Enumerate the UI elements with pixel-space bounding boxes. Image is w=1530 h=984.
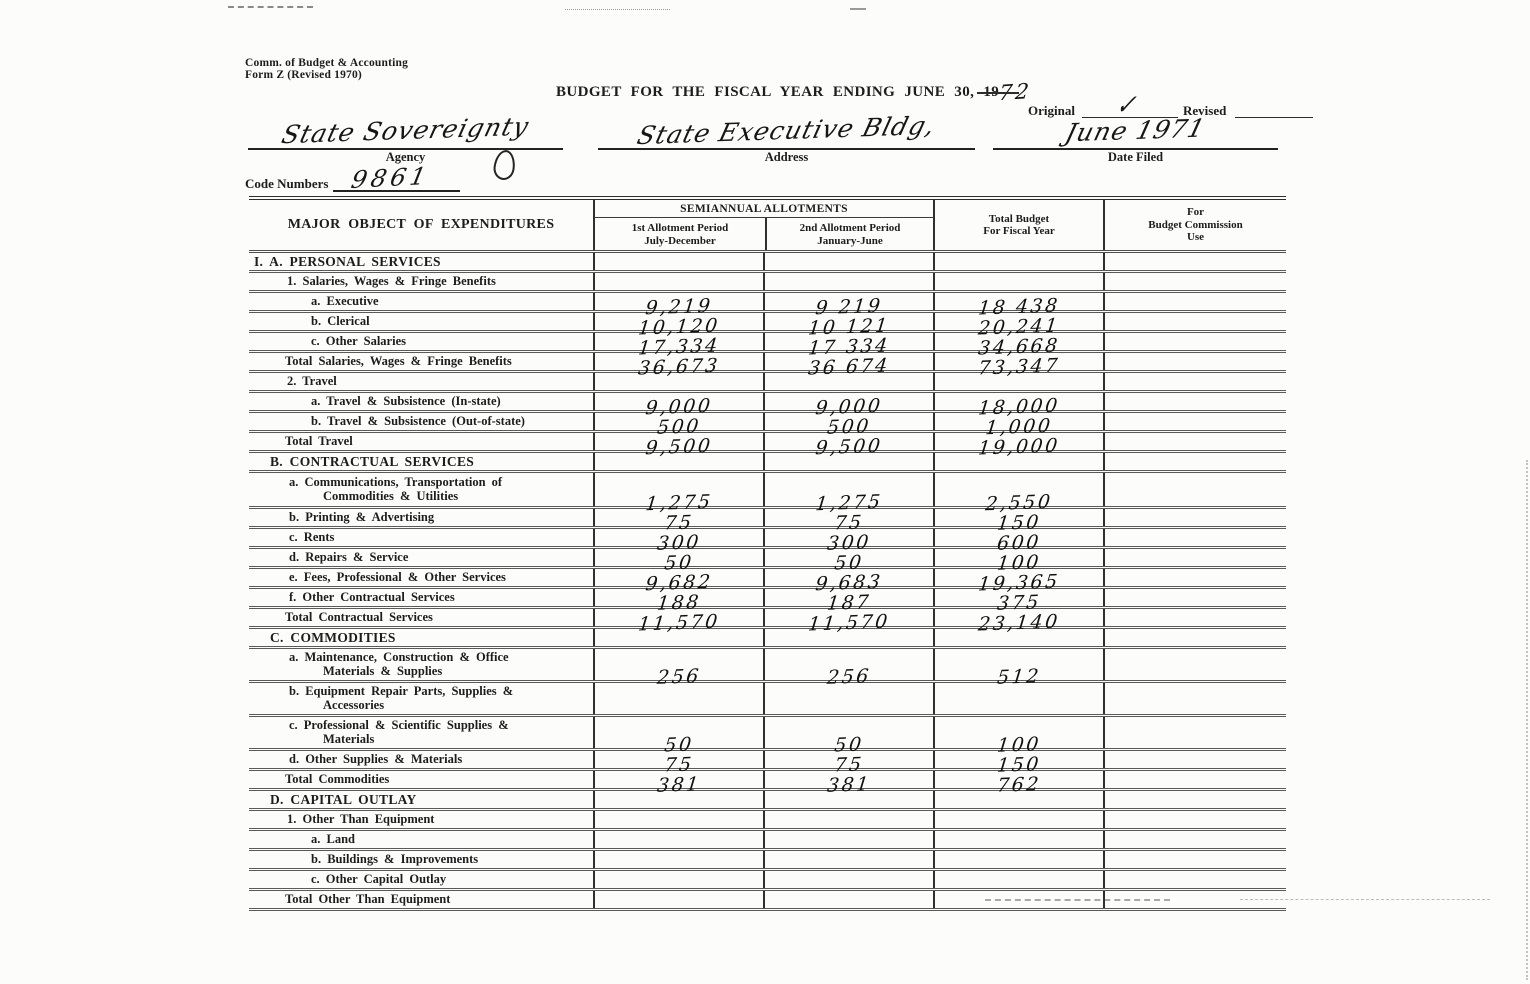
row-label: D. CAPITAL OUTLAY	[270, 791, 417, 807]
handwritten-amount: 150	[995, 511, 1043, 535]
handwritten-amount: 600	[995, 531, 1043, 555]
handwritten-amount: 2,550	[984, 490, 1054, 516]
handwritten-amount: 762	[995, 773, 1043, 797]
row-label: b. Clerical	[311, 313, 370, 328]
row-cell-c2	[763, 569, 933, 596]
form-number: Form Z (Revised 1970)	[245, 69, 362, 81]
row-cell-c2	[763, 811, 933, 828]
handwritten-amount: 23,140	[977, 610, 1061, 636]
handwritten-amount: 187	[825, 591, 873, 615]
table-row	[249, 791, 1286, 811]
table-row	[249, 373, 1286, 393]
table-row	[249, 473, 1286, 516]
row-cell-c1	[593, 609, 763, 636]
handwritten-amount: 500	[655, 415, 703, 439]
code-numbers-label: Code Numbers	[245, 176, 329, 191]
row-cell-c3	[933, 831, 1103, 848]
handwritten-amount: 34,668	[977, 334, 1061, 360]
code-numbers-rule	[333, 190, 460, 192]
handwritten-amount: 381	[655, 773, 703, 797]
row-cell-c4	[1103, 333, 1286, 350]
table-row	[249, 529, 1286, 555]
handwritten-amount: 50	[663, 551, 695, 575]
row-label: b. Equipment Repair Parts, Supplies & Accessories	[289, 684, 514, 712]
row-cell-c3	[933, 433, 1103, 460]
row-cell-c3	[933, 253, 1103, 270]
row-label: a. Travel & Subsistence (In-state)	[311, 393, 501, 408]
row-cell-c3	[933, 871, 1103, 888]
handwritten-amount: 9,682	[644, 570, 714, 596]
form-identification	[245, 57, 408, 81]
row-cell-c3	[933, 717, 1103, 757]
row-cell-c1	[593, 589, 763, 615]
handwritten-amount: 9,500	[814, 434, 884, 460]
handwritten-amount: 150	[995, 753, 1043, 777]
table-row	[249, 717, 1286, 757]
row-label: b. Buildings & Improvements	[311, 851, 479, 866]
row-cell-c2	[763, 433, 933, 460]
table-row	[249, 683, 1286, 717]
row-cell-c4	[1103, 393, 1286, 410]
row-cell-c4	[1103, 717, 1286, 748]
row-cell-c4	[1103, 313, 1286, 330]
handwritten-amount: 9,500	[644, 434, 714, 460]
handwritten-amount: 17 334	[807, 334, 891, 360]
org-name: Comm. of Budget & Accounting	[245, 57, 409, 69]
row-cell-c1	[593, 353, 763, 380]
handwritten-amount: 1,275	[644, 490, 714, 516]
row-cell-c3	[933, 851, 1103, 868]
row-cell-c4	[1103, 549, 1286, 566]
row-cell-c1	[593, 293, 763, 320]
table-header	[249, 200, 1286, 253]
row-label: Total Commodities	[285, 771, 390, 786]
row-cell-c1	[593, 529, 763, 555]
row-label: d. Repairs & Service	[289, 549, 409, 564]
row-cell-c1	[593, 851, 763, 868]
row-cell-c4	[1103, 453, 1286, 470]
row-cell-c3	[933, 891, 1103, 908]
row-cell-c2	[763, 771, 933, 797]
table-row	[249, 851, 1286, 871]
table-row	[249, 871, 1286, 891]
row-cell-c4	[1103, 273, 1286, 290]
handwritten-amount: 9 219	[814, 294, 884, 320]
table-row	[249, 549, 1286, 575]
row-cell-c4	[1103, 771, 1286, 788]
row-cell-c4	[1103, 831, 1286, 848]
table-row	[249, 751, 1286, 777]
table-row	[249, 811, 1286, 831]
date-filed-handwritten-value: June 1971	[1062, 113, 1209, 148]
row-label: a. Executive	[311, 293, 379, 308]
row-cell-c1	[593, 791, 763, 808]
budget-table	[249, 196, 1286, 911]
handwritten-amount: 50	[833, 551, 865, 575]
row-cell-c1	[593, 871, 763, 888]
row-cell-c4	[1103, 293, 1286, 310]
handwritten-amount: 10,120	[637, 314, 721, 340]
row-cell-c1	[593, 373, 763, 390]
row-cell-c3	[933, 629, 1103, 646]
handwritten-amount: 300	[655, 531, 703, 555]
row-cell-c3	[933, 293, 1103, 320]
handwritten-amount: 10 121	[807, 314, 891, 340]
row-label: c. Professional & Scientific Supplies & Materials	[289, 718, 509, 746]
row-cell-c2	[763, 313, 933, 340]
row-label: a. Communications, Transportation of Commodities & Utilities	[289, 475, 503, 503]
table-row	[249, 609, 1286, 636]
row-cell-c2	[763, 393, 933, 420]
row-label: I. A. PERSONAL SERVICES	[254, 253, 441, 269]
row-cell-c4	[1103, 609, 1286, 626]
row-cell-c3	[933, 569, 1103, 596]
handwritten-amount: 100	[995, 733, 1043, 757]
revised-label: Revised	[1183, 103, 1227, 118]
row-label: Total Salaries, Wages & Fringe Benefits	[285, 353, 512, 368]
handwritten-amount: 256	[655, 665, 703, 689]
handwritten-amount: 36 674	[807, 354, 891, 380]
row-cell-c3	[933, 751, 1103, 777]
row-cell-c1	[593, 549, 763, 575]
header-second-allotment: 2nd Allotment Period January-June	[765, 218, 933, 250]
row-cell-c2	[763, 333, 933, 360]
handwritten-amount: 19,000	[977, 434, 1061, 460]
row-label: d. Other Supplies & Materials	[289, 751, 463, 766]
handwritten-amount: 73,347	[977, 354, 1061, 380]
row-label: f. Other Contractual Services	[289, 589, 455, 604]
row-cell-c3	[933, 649, 1103, 689]
row-cell-c2	[763, 353, 933, 380]
handwritten-amount: 50	[663, 733, 695, 757]
handwritten-amount: 381	[825, 773, 873, 797]
table-row	[249, 393, 1286, 420]
row-cell-c4	[1103, 353, 1286, 370]
table-row	[249, 293, 1286, 320]
row-cell-c3	[933, 373, 1103, 390]
table-row	[249, 771, 1286, 797]
row-label: C. COMMODITIES	[270, 629, 396, 645]
table-row	[249, 649, 1286, 689]
original-checkmark: ✓	[1114, 89, 1138, 121]
form-title: BUDGET FOR THE FISCAL YEAR ENDING JUNE 30, 1972	[556, 78, 1034, 106]
header-first-allotment: 1st Allotment Period July-December	[631, 222, 729, 247]
scan-artifact	[565, 9, 670, 10]
handwritten-amount: 9,219	[644, 294, 714, 320]
header-major-object: MAJOR OBJECT OF EXPENDITURES	[287, 217, 555, 232]
row-cell-c3	[933, 273, 1103, 290]
row-cell-c3	[933, 589, 1103, 615]
row-label: Total Other Than Equipment	[285, 891, 451, 906]
row-label: c. Rents	[289, 529, 335, 544]
code-numbers-handwritten-value: 9861	[348, 162, 433, 194]
handwritten-amount: 188	[655, 591, 703, 615]
row-cell-c3	[933, 811, 1103, 828]
row-cell-c3	[933, 683, 1103, 714]
handwritten-amount: 500	[825, 415, 873, 439]
table-row	[249, 413, 1286, 440]
row-label: Total Contractual Services	[285, 609, 433, 624]
row-cell-c3	[933, 393, 1103, 420]
row-cell-c4	[1103, 683, 1286, 714]
table-row	[249, 353, 1286, 380]
row-cell-c2	[763, 293, 933, 320]
handwritten-amount: 11,570	[637, 610, 721, 636]
row-label: e. Fees, Professional & Other Services	[289, 569, 506, 584]
row-cell-c4	[1103, 871, 1286, 888]
row-label: c. Other Salaries	[311, 333, 406, 348]
row-cell-c1	[593, 413, 763, 439]
row-cell-c2	[763, 509, 933, 535]
handwritten-amount: 75	[833, 511, 865, 535]
scan-artifact	[1526, 460, 1528, 980]
row-cell-c3	[933, 549, 1103, 575]
row-cell-c2	[763, 413, 933, 439]
agency-handwritten-value: State Sovereignty	[278, 111, 533, 150]
row-cell-c1	[593, 253, 763, 270]
table-row	[249, 313, 1286, 340]
row-cell-c2	[763, 273, 933, 290]
handwritten-amount: 36,673	[637, 354, 721, 380]
table-row	[249, 273, 1286, 293]
row-cell-c1	[593, 811, 763, 828]
row-cell-c3	[933, 453, 1103, 470]
table-row	[249, 333, 1286, 360]
address-handwritten-value: State Executive Bldg,	[634, 110, 939, 151]
handwritten-amount: 11,570	[807, 610, 891, 636]
row-label: a. Maintenance, Construction & Office Materials & Supplies	[289, 650, 509, 678]
handwritten-strike-line	[977, 92, 1019, 94]
row-cell-c4	[1103, 629, 1286, 646]
fiscal-year-handwritten: 72	[997, 78, 1034, 106]
row-cell-c1	[593, 393, 763, 420]
row-cell-c4	[1103, 253, 1286, 270]
table-row	[249, 589, 1286, 615]
row-cell-c1	[593, 453, 763, 470]
row-cell-c4	[1103, 791, 1286, 808]
row-cell-c4	[1103, 413, 1286, 430]
row-cell-c1	[593, 273, 763, 290]
row-cell-c1	[593, 717, 763, 757]
row-cell-c2	[763, 253, 933, 270]
row-cell-c2	[763, 609, 933, 636]
row-label: 1. Other Than Equipment	[287, 811, 435, 826]
row-label: b. Printing & Advertising	[289, 509, 435, 524]
handwritten-amount: 19,365	[977, 570, 1061, 596]
header-budget-commission-use: For Budget Commission Use	[1103, 200, 1286, 250]
handwritten-amount: 9,000	[814, 394, 884, 420]
row-label: a. Land	[311, 831, 355, 846]
row-cell-c4	[1103, 851, 1286, 868]
handwritten-amount: 512	[995, 665, 1043, 689]
row-cell-c2	[763, 649, 933, 689]
handwritten-amount: 20,241	[977, 314, 1061, 340]
row-label: B. CONTRACTUAL SERVICES	[270, 453, 475, 469]
table-row	[249, 433, 1286, 460]
row-cell-c1	[593, 751, 763, 777]
row-cell-c4	[1103, 433, 1286, 450]
table-row	[249, 509, 1286, 535]
row-cell-c3	[933, 771, 1103, 797]
row-cell-c3	[933, 333, 1103, 360]
table-row	[249, 629, 1286, 649]
row-cell-c4	[1103, 473, 1286, 506]
handwritten-amount: 300	[825, 531, 873, 555]
row-cell-c2	[763, 473, 933, 516]
table-row	[249, 831, 1286, 851]
row-cell-c2	[763, 589, 933, 615]
date-filed-caption: Date Filed	[1107, 150, 1164, 164]
row-cell-c2	[763, 851, 933, 868]
table-body	[249, 253, 1286, 911]
row-cell-c3	[933, 413, 1103, 440]
row-cell-c3	[933, 791, 1103, 808]
row-cell-c4	[1103, 751, 1286, 768]
row-cell-c3	[933, 609, 1103, 636]
semiannual-title: SEMIANNUAL ALLOTMENTS	[595, 200, 933, 218]
row-label: b. Travel & Subsistence (Out-of-state)	[311, 413, 525, 428]
row-cell-c1	[593, 831, 763, 848]
row-cell-c1	[593, 313, 763, 340]
address-caption: Address	[764, 150, 809, 164]
table-row	[249, 253, 1286, 273]
row-cell-c4	[1103, 509, 1286, 526]
row-cell-c1	[593, 683, 763, 714]
handwritten-amount: 75	[663, 511, 695, 535]
handwritten-amount: 9,683	[814, 570, 884, 596]
row-cell-c4	[1103, 589, 1286, 606]
row-cell-c1	[593, 333, 763, 360]
handwritten-amount: 375	[995, 591, 1043, 615]
handwritten-amount: 75	[833, 753, 865, 777]
row-cell-c2	[763, 683, 933, 714]
row-cell-c3	[933, 313, 1103, 340]
original-label: Original	[1028, 103, 1075, 118]
row-cell-c3	[933, 509, 1103, 535]
table-row	[249, 891, 1286, 911]
handwritten-amount: 50	[833, 733, 865, 757]
row-cell-c3	[933, 353, 1103, 380]
row-cell-c2	[763, 629, 933, 646]
row-cell-c1	[593, 649, 763, 689]
row-cell-c1	[593, 569, 763, 596]
row-cell-c4	[1103, 891, 1286, 908]
row-cell-c1	[593, 433, 763, 460]
row-cell-c4	[1103, 649, 1286, 680]
row-cell-c4	[1103, 811, 1286, 828]
row-cell-c4	[1103, 569, 1286, 586]
row-label: 2. Travel	[287, 373, 337, 388]
handwritten-amount: 1,000	[984, 414, 1054, 440]
row-cell-c2	[763, 549, 933, 575]
handwritten-amount: 9,000	[644, 394, 714, 420]
row-label: Total Travel	[285, 433, 353, 448]
handwritten-amount: 18,000	[977, 394, 1061, 420]
scan-artifact	[228, 6, 313, 8]
table-row	[249, 453, 1286, 473]
handwritten-amount: 100	[995, 551, 1043, 575]
row-cell-c2	[763, 751, 933, 777]
row-cell-c2	[763, 453, 933, 470]
handwritten-amount: 256	[825, 665, 873, 689]
table-row	[249, 569, 1286, 596]
row-cell-c2	[763, 373, 933, 390]
row-cell-c2	[763, 891, 933, 908]
handwritten-amount: 75	[663, 753, 695, 777]
row-label: c. Other Capital Outlay	[311, 871, 447, 886]
agency-caption: Agency	[385, 150, 426, 164]
row-cell-c1	[593, 891, 763, 908]
row-cell-c4	[1103, 373, 1286, 390]
row-cell-c2	[763, 717, 933, 757]
handwritten-amount: 1,275	[814, 490, 884, 516]
row-cell-c1	[593, 629, 763, 646]
row-cell-c2	[763, 831, 933, 848]
row-cell-c1	[593, 473, 763, 516]
row-cell-c1	[593, 771, 763, 797]
handwritten-amount: 18 438	[977, 294, 1061, 320]
row-cell-c2	[763, 791, 933, 808]
row-cell-c2	[763, 529, 933, 555]
row-cell-c3	[933, 529, 1103, 555]
row-cell-c1	[593, 509, 763, 535]
row-cell-c3	[933, 473, 1103, 516]
header-semiannual-allotments	[593, 200, 933, 250]
row-cell-c4	[1103, 529, 1286, 546]
row-label: 1. Salaries, Wages & Fringe Benefits	[287, 273, 496, 288]
handwritten-amount: 17,334	[637, 334, 721, 360]
scan-artifact	[850, 8, 866, 10]
row-cell-c2	[763, 871, 933, 888]
header-total-budget: Total Budget For Fiscal Year	[933, 200, 1103, 250]
